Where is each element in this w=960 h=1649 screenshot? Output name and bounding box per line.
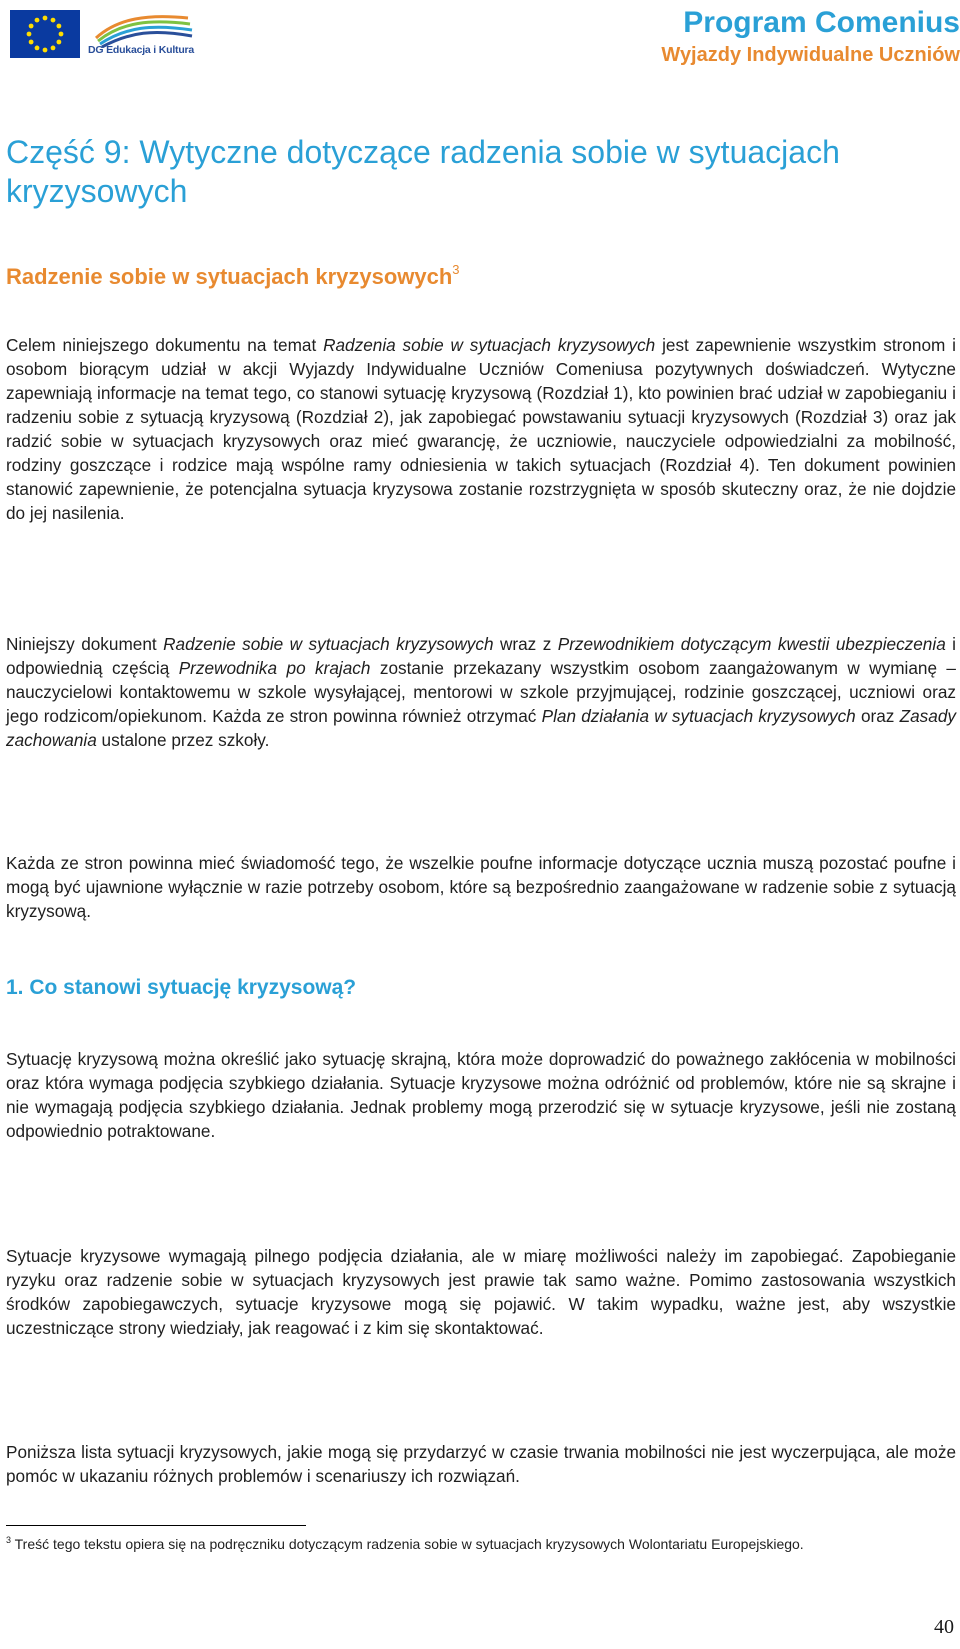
italic-title: Zasady zachowania: [6, 706, 956, 750]
text-run: zostanie przekazany wszystkim osobom zaangażowanym w wymianę – nauczycielowi kontaktowemu w szkole wysyłającej, mentorowi w szkole przyjmującej, rodzinie goszczącej, uczniowi oraz jego rodzicom/opiekunom. Każda ze stron powinna również otrzymać: [6, 658, 956, 726]
italic-title: Przewodnikiem dotyczącym kwestii ubezpieczenia: [557, 634, 946, 654]
text-run: jest zapewnienie wszystkim stronom i osobom biorącym udział w akcji Wyjazdy Indywidualne Uczniów Comeniusa pozytywnych doświadczeń. Wytyczne zapewniają informacje na temat tego, co stanowi sytuację kryzysową (Rozdział 1), kto powinien brać udział w zapobieganiu i radzeniu sobie z sytuacją kryzysową (Rozdział 2), jak zapobiegać powstawaniu sytuacji kryzysowych (Rozdział 3) oraz jak radzić sobie w sytuacjach kryzysowych oraz mieć gwarancję, że uczniowie, nauczyciele odpowiedzialni za mobilność, rodziny goszczące i rodzice mają wspólne ramy odniesienia w takich sytuacjach (Rozdział 4). Ten dokument powinien stanowić zapewnienie, że potencjalna sytuacja kryzysowa zostanie rozstrzygnięta w sposób skuteczny oraz, że nie dojdzie do jej nasilenia.: [6, 335, 956, 523]
italic-title: Radzenia sobie w sytuacjach kryzysowych: [323, 335, 656, 355]
text-run: i odpowiednią częścią: [6, 634, 956, 678]
footnote-text: Treść tego tekstu opiera się na podręczniku dotyczącym radzenia sobie w sytuacjach kryzysowych Wolontariatu Europejskiego.: [11, 1536, 804, 1552]
footnote-divider: [6, 1525, 306, 1526]
confidentiality-paragraph: Każda ze stron powinna mieć świadomość tego, że wszelkie poufne informacje dotyczące ucznia muszą pozostać poufne i mogą być ujawnione wyłącznie w razie potrzeby osobom, które są bezpośrednio zaangażowane w radzenie sobie z sytuacją kryzysową.: [6, 853, 956, 921]
eu-flag-logo: [10, 10, 80, 58]
section-title: [6, 262, 460, 290]
dg-logo-text: DG Edukacja i Kultura: [88, 44, 195, 56]
text-run: wraz z: [493, 634, 558, 654]
italic-title: Plan działania w sytuacjach kryzysowych: [541, 706, 856, 726]
text-run: ustalone przez szkoły.: [96, 730, 270, 750]
program-title: Program Comenius: [683, 6, 960, 39]
text-run: oraz: [855, 706, 900, 726]
section-title-text: Radzenie sobie w sytuacjach kryzysowych: [6, 264, 453, 289]
prevention-paragraph: Sytuacje kryzysowe wymagają pilnego podjęcia działania, ale w miarę możliwości należy im zapobiegać. Zapobieganie ryzyku oraz radzenie sobie w sytuacjach kryzysowych jest prawie tak samo ważne. Pomimo zastosowania wszystkich środków zapobiegawczych, sytuacje kryzysowe mogą się pojawić. W takim wypadku, ważne jest, aby wszystkie uczestniczące strony wiedziały, jak reagować i z kim się skontaktować.: [6, 1246, 956, 1338]
page-number: 40: [934, 1616, 954, 1638]
page-header: [0, 0, 960, 80]
text-run: Niniejszy dokument: [6, 634, 164, 654]
definition-paragraph: Sytuację kryzysową można określić jako sytuację skrajną, która może doprowadzić do poważnego zakłócenia w mobilności oraz która wymaga podjęcia szybkiego działania. Sytuacje kryzysowe można odróżnić od problemów, które nie są skrajne i nie wymagają podjęcia szybkiego działania. Jednak problemy mogą przerodzić się w sytuacje kryzysowe, jeśli nie zostaną odpowiednio potraktowane.: [6, 1049, 956, 1141]
footnote-number: 3: [6, 1535, 12, 1545]
italic-title: Przewodnika po krajach: [178, 658, 371, 678]
question-heading: 1. Co stanowi sytuację kryzysową?: [6, 976, 357, 999]
intro-paragraph: [6, 333, 956, 525]
program-subtitle: Wyjazdy Indywidualne Uczniów: [661, 44, 960, 66]
list-intro-paragraph: Poniższa lista sytuacji kryzysowych, jakie mogą się przydarzyć w czasie trwania mobilności nie jest wyczerpująca, ale może pomóc w ukazaniu różnych problemów i scenariuszy ich rozwiązań.: [6, 1442, 956, 1486]
italic-title: Radzenie sobie w sytuacjach kryzysowych: [163, 634, 494, 654]
distribution-paragraph: [6, 632, 956, 752]
footnote-ref: 3: [452, 262, 460, 277]
footnote: [6, 1530, 886, 1554]
text-run: Celem niniejszego dokumentu na temat: [6, 335, 324, 355]
part-title: Część 9: Wytyczne dotyczące radzenia sobie w sytuacjach kryzysowych: [6, 134, 840, 209]
